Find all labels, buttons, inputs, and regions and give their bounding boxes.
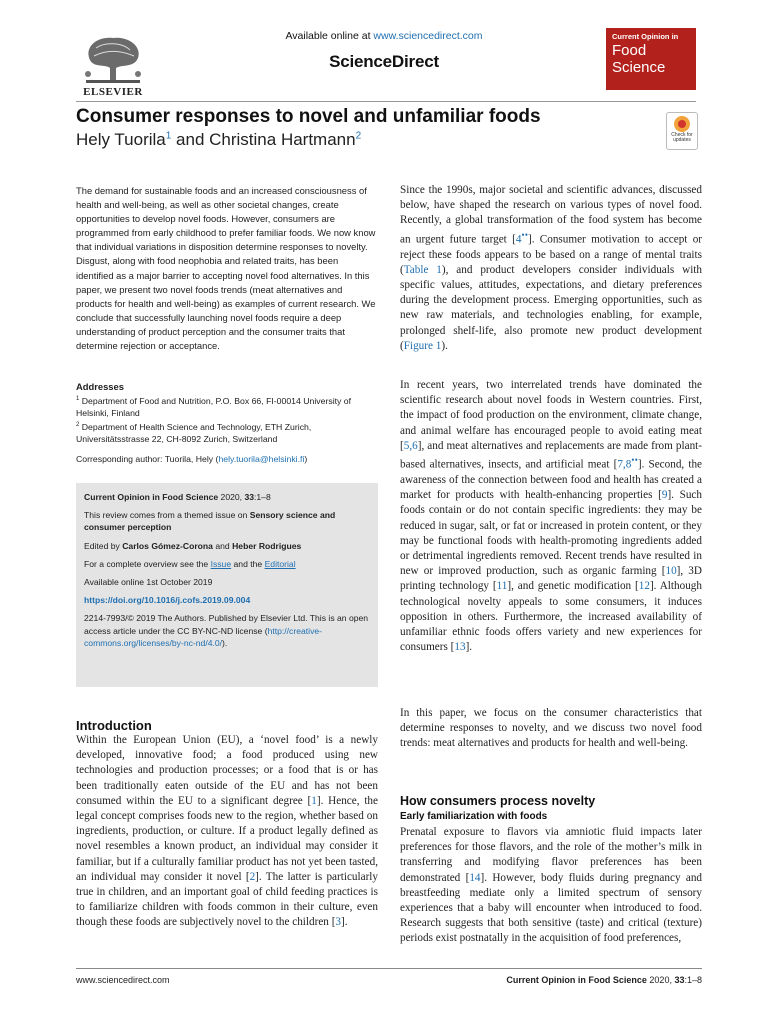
p1-text-b: ]. Consumer motivation to accept or reject these foods appears to be based on a range of mental traits ( [400,233,703,276]
p2-text-g: ]. Although technological novelty appeals to some consumers, it induces opposition in others. Furthermore, the increased availability of unfamiliar ethnic foods offers variety and new experiences for consumers [ [400,580,702,654]
address-1 [76,393,378,419]
license-text: 2214-7993/© 2019 The Authors. Published by Elsevier Ltd. This is an open access article under the CC BY-NC-ND license ( [84,613,369,636]
right-paragraph-1 [400,183,702,354]
p2-text-e: ], 3D printing technology [ [400,565,702,593]
address-1-text: Department of Food and Nutrition, P.O. Box 66, FI-00014 University of Helsinki, Finland [76,395,352,419]
address-2 [76,419,378,445]
p1-text-a: Since the 1990s, major societal and scientific advances, discussed below, have shaped the research on various types of novel food. Recently, a global transformation of the food system has become an urgent future target [ [400,184,702,246]
abstract: The demand for sustainable foods and an increased consciousness of health and well-being, as well as other societal changes, create opportunities to develop novel foods. However, consumers are programmed from early childhood to prefer familiar foods. We now know that individual variations in disposition determine responses to novelty. Disgust, along with food neophobia and related traits, has been identified as a major barrier to accepting novel food alternatives. In this paper, we present two novel foods trends (meat alternatives and products for health and well-being) as examples of current research. We conclude that successfully launching novel foods require a deep understanding of product perception and the consumer traits that determine rejection or acceptance. [76,185,376,352]
article-title: Consumer responses to novel and unfamiliar foods [76,106,541,127]
edited-and: and [212,540,233,551]
reference-link[interactable]: 7,8 [617,458,632,471]
check-updates-line1: Check for [671,132,693,138]
sciencedirect-link[interactable]: www.sciencedirect.com [373,30,483,42]
intro-text-c: ]. The latter is particularly true in children, and an important goal of child feeding practices is to familiarize children with foods common in their culture, even though these foods are subjectively novel to the children [ [76,870,379,929]
footer-website-link[interactable]: www.sciencedirect.com [76,975,170,985]
reference-link[interactable]: 3 [335,916,342,929]
footer-year: 2020, [646,975,675,985]
overview-and: and the [231,558,265,569]
table-link[interactable]: Table 1 [403,263,442,276]
footer-pages: :1–8 [684,975,702,985]
author-2: Christina Hartmann [209,130,356,149]
edited-by [84,540,370,552]
issue-link[interactable]: Issue [210,558,232,569]
reference-link[interactable]: 13 [454,641,466,654]
addresses [76,393,378,446]
p2-text-c: ]. Second, the awareness of the connection between food and health has created a market for products with health-enhancing properties [ [400,458,703,502]
reference-link[interactable]: 4 [515,233,522,246]
reference-link[interactable]: 12 [638,580,650,593]
available-online-date: Available online 1st October 2019 [84,577,213,588]
reference-link[interactable]: 5,6 [403,439,418,452]
p1-text-d: ). [441,339,448,352]
right-paragraph-4 [400,825,702,947]
corresponding-suffix: ) [304,454,308,464]
article-info-box [76,483,378,687]
footer-citation [420,975,702,985]
right-paragraph-2 [400,378,702,655]
introduction-paragraph [76,733,378,931]
editor-2: Heber Rodrigues [232,540,302,551]
reference-link[interactable]: 10 [665,565,677,578]
author-2-affiliation[interactable]: 2 [355,130,362,142]
p2-text-f: ], and genetic modification [ [507,580,639,593]
journal-cover-small: Current Opinion in [612,32,679,41]
journal-pages: :1–8 [254,492,271,502]
corresponding-author [76,454,378,464]
check-for-updates-button[interactable] [666,112,698,150]
p4-text-a: Prenatal exposure to flavors via amniotic fluid impacts later preferences for those flavors, and the role of the mother’s milk in transferring and modifying flavor preferences has been demonstrated [ [400,826,702,884]
edited-prefix: Edited by [84,540,123,551]
p4-text-b: ]. However, body fluids during pregnancy and breastfeeding mediate only a limited spectrum of sensory experiences that a baby will encounter when introduced to food. Research suggests that both sensitive (taste) and critical (texture) periods exist postnatally in the acquisition of food preferences, [400,871,703,945]
journal-cover-line1: Food [612,42,647,59]
author-1-affiliation[interactable]: 1 [165,130,172,142]
reference-link[interactable]: 11 [496,580,508,593]
p1-text-c: ), and product developers consider individuals with specific values, attitudes, expectations, and dietary preferences during the development process. Emerging opportunities, such as new raw materials, and technologies enabling, for example, prolonged shelf-life, also promote new product development ( [400,263,703,352]
p2-text-d: ]. Such foods contain or do not contain specific ingredients: they may be reduced in sugar, salt, or fat or increased in protein content, or they may be functional foods with health-promoting ingredients added or detrimental ingredients removed. Recent trends have resulted in new or improved production, such as organic farming [ [400,489,702,578]
p2-text-h: ]. [465,641,473,654]
corresponding-email-link[interactable]: hely.tuorila@helsinki.fi [218,454,305,464]
editor-1: Carlos Gómez-Corona [122,540,213,551]
overview-line [84,558,370,570]
author-1: Hely Tuorila [76,130,166,149]
introduction-heading: Introduction [76,718,152,733]
p2-text-a: In recent years, two interrelated trends have dominated the scientific research about novel foods in Western countries. First, the impact of food production on the environment, climate change, and animal welfare has encouraged people to avoid eating meat [ [400,379,702,452]
subsection-heading-early-familiarization: Early familiarization with foods [400,811,548,822]
license-suffix: ). [222,637,228,648]
address-2-text: Department of Health Science and Technology, ETH Zurich, Universitätsstrasse 22, CH-8092 Zurich, Switzerland [76,422,312,445]
reference-link[interactable]: 2 [249,870,256,883]
intro-text-a: Within the European Union (EU), a ‘novel food’ is a newly developed, innovative food; a food produced using new technologies and production processes; or a food that is or has been traditionally eaten outside of the EU and has not been consumed within the EU to a significant degree [ [76,734,378,807]
journal-volume: 33 [244,492,255,502]
check-updates-icon [674,116,690,132]
section-heading-novelty: How consumers process novelty [400,794,596,808]
address-2-marker: 2 [76,422,80,429]
intro-text-d: ]. [341,916,348,929]
reference-link[interactable]: 1 [311,794,317,807]
themed-prefix: This review comes from a themed issue on [84,510,250,521]
intro-text-b: ]. Hence, the legal concept comprises foods new to the region, whether based on ingredients, production, or culture. If a product legally defined as novel resembles a known product, an individual may consider it familiar, but if a culturally familiar product has not yet been tasted, an individual may consider it novel [ [76,794,378,883]
footer-volume: 33 [674,975,685,985]
reference-link[interactable]: 9 [661,489,668,502]
reference-link[interactable]: 14 [469,871,481,884]
journal-citation [84,491,370,503]
header-divider [76,101,696,102]
reference-importance-mark: •• [631,456,638,467]
journal-cover-logo [606,28,696,90]
available-prefix: Available online at [285,30,374,42]
author-separator: and [171,130,210,149]
sciencedirect-wordmark: ScienceDirect [329,52,439,71]
themed-issue [84,509,370,533]
license-link[interactable]: http://creative-commons.org/licenses/by-nc-nd/4.0/ [84,625,323,648]
corresponding-prefix: Corresponding author: Tuorila, Hely ( [76,454,219,464]
license-statement [84,612,370,649]
overview-prefix: For a complete overview see the [84,558,211,569]
themed-topic: Sensory science and consumer perception [84,510,336,533]
journal-cover-line2: Science [612,59,666,76]
footer-journal: Current Opinion in Food Science [506,975,647,985]
figure-link[interactable]: Figure 1 [403,339,442,352]
address-1-marker: 1 [76,396,80,402]
journal-year: 2020, [218,492,245,502]
reference-importance-mark: •• [521,230,528,241]
publisher-logo-text: ELSEVIER [83,86,143,98]
author-line [76,130,636,150]
p2-text-b: ], and meat alternatives and replacements are made from plant-based alternatives, insects, and artificial meat [ [400,439,702,471]
check-updates-line2: updates [673,137,691,143]
journal-name: Current Opinion in Food Science [84,492,219,502]
addresses-heading: Addresses [76,381,124,392]
right-paragraph-3: In this paper, we focus on the consumer characteristics that determine responses to novelty, and we discuss two novel food trends: meat alternatives and products for health and well-being. [400,707,702,750]
footer-divider [76,968,702,969]
doi-link[interactable]: https://doi.org/10.1016/j.cofs.2019.09.004 [84,595,251,606]
editorial-link[interactable]: Editorial [264,558,296,569]
